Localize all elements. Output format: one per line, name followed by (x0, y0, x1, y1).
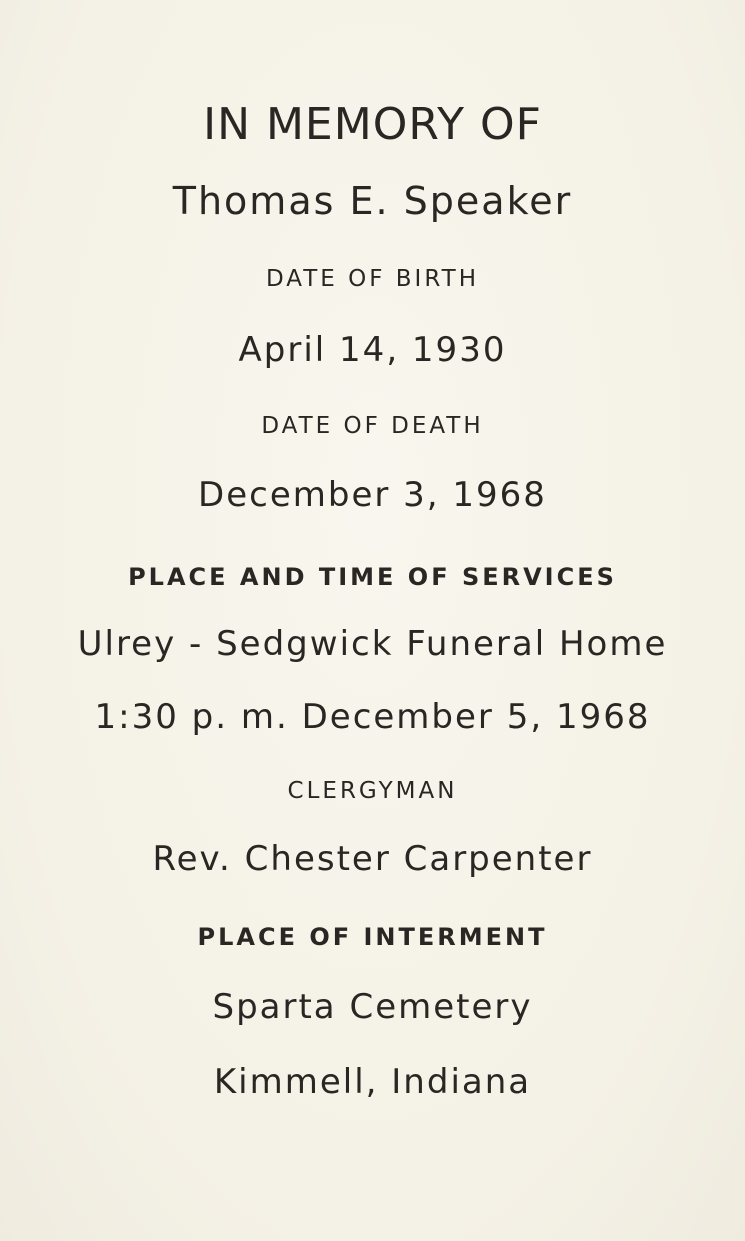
birth-date: April 14, 1930 (238, 330, 507, 370)
interment-location: Kimmell, Indiana (213, 1062, 532, 1102)
death-date: December 3, 1968 (198, 475, 547, 515)
clergyman-name: Rev. Chester Carpenter (152, 839, 593, 879)
services-label: PLACE AND TIME OF SERVICES (128, 563, 617, 591)
services-place: Ulrey - Sedgwick Funeral Home (77, 624, 668, 664)
clergyman-label: CLERGYMAN (287, 778, 458, 804)
death-date-label: DATE OF DEATH (261, 413, 484, 439)
birth-date-label: DATE OF BIRTH (265, 266, 479, 292)
services-time: 1:30 p. m. December 5, 1968 (94, 697, 651, 737)
deceased-name: Thomas E. Speaker (172, 179, 573, 223)
memorial-heading: IN MEMORY OF (203, 99, 542, 150)
interment-label: PLACE OF INTERMENT (197, 923, 548, 951)
interment-cemetery: Sparta Cemetery (212, 987, 533, 1027)
